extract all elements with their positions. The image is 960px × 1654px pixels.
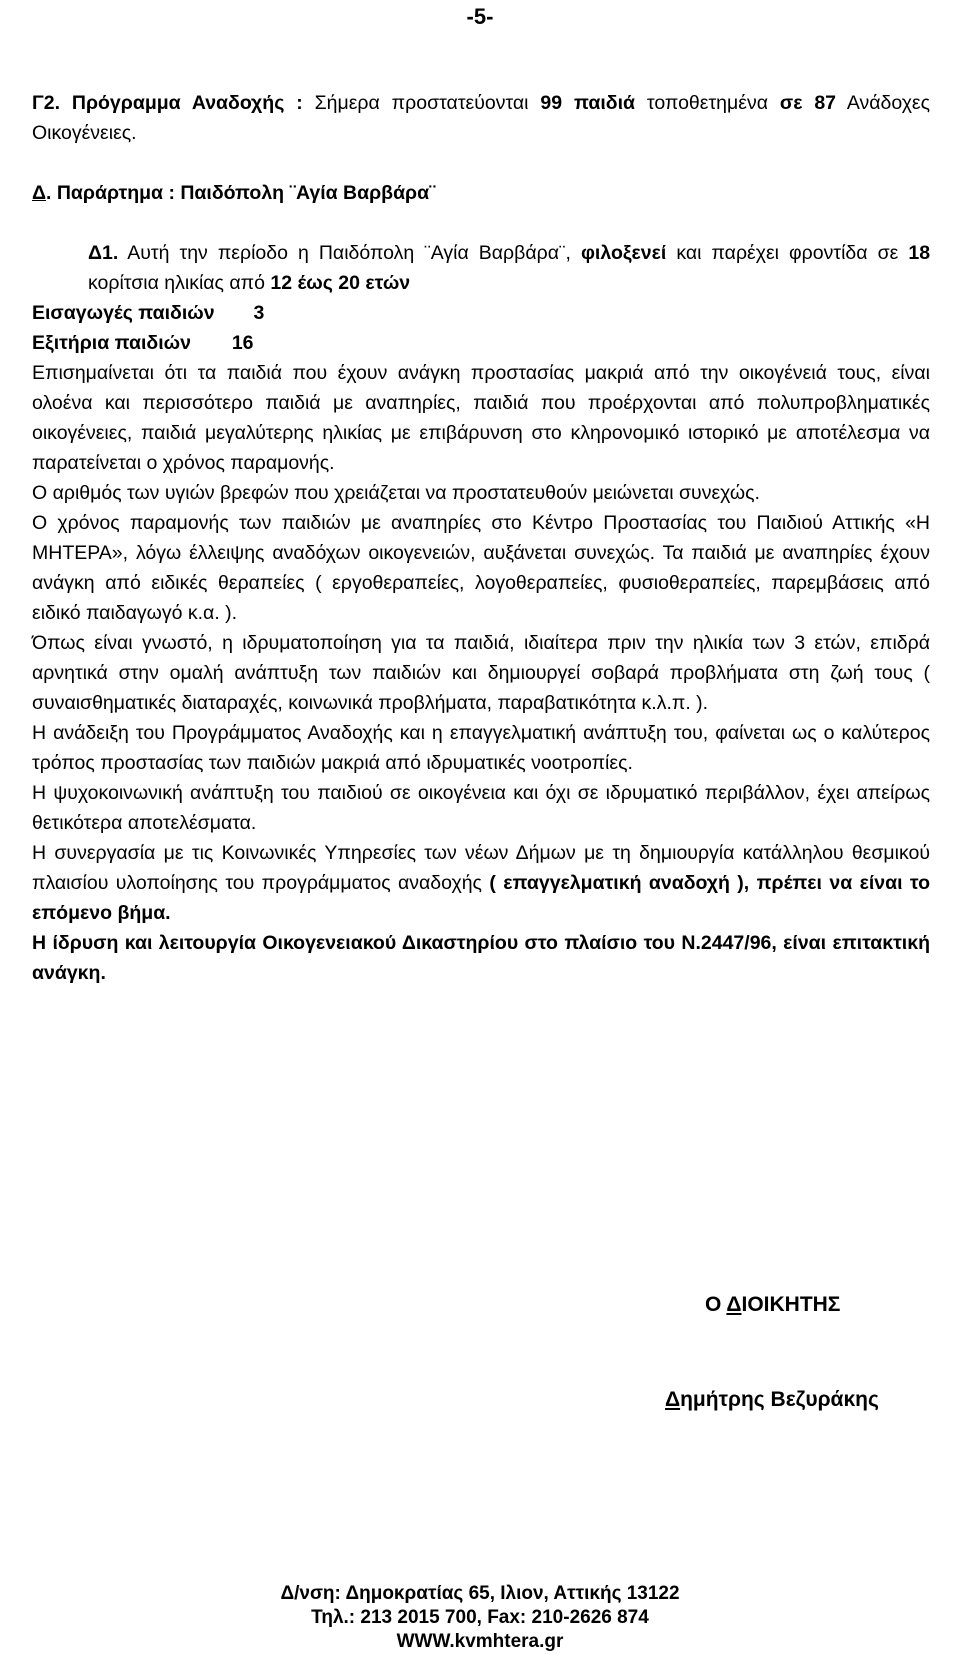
signature-name	[665, 1385, 879, 1415]
cooperation-emphasis: ( επαγγελματική αναδοχή ), πρέπει να είναι το επόμενο βήμα.	[32, 872, 930, 924]
d1-girls-count: 18	[908, 242, 931, 264]
footer-address: Δ/νση: Δημοκρατίας 65, Ιλιον, Αττικής 13122	[280, 1583, 680, 1604]
g2-label: Γ2. Πρόγραμμα Αναδοχής :	[32, 92, 303, 114]
cooperation-text: Η συνεργασία με τις Κοινωνικές Υπηρεσίες των νέων Δήμων με τη δημιουργία κατάλληλου θεσμικού πλαισίου υλοποίησης του προγράμματος αναδοχής	[32, 842, 930, 894]
d1-text: και παρέχει φροντίδα σε	[676, 242, 899, 264]
annex-heading	[32, 178, 930, 208]
page-number: -5-	[466, 4, 494, 29]
discharges-line	[32, 328, 930, 358]
d1-hosts: φιλοξενεί	[580, 242, 667, 264]
cooperation-paragraph	[32, 838, 930, 928]
g2-text: τοποθετημένα	[646, 92, 768, 114]
d1-text: Αυτή την περίοδο η Παιδόπολη ¨Αγία Βαρβάρα¨,	[127, 242, 571, 264]
footer-website: WWW.kvmhtera.gr	[396, 1631, 564, 1652]
court-paragraph: Η ίδρυση και λειτουργία Οικογενειακού Δικαστηρίου στο πλαίσιο του Ν.2447/96, είναι επιτακτική ανάγκη.	[32, 932, 930, 984]
admissions-label: Εισαγωγές παιδιών	[32, 302, 215, 324]
g2-children-count: 99 παιδιά	[540, 92, 636, 114]
signature-name-rest: ημήτρης Βεζυράκης	[680, 1388, 879, 1411]
discharges-label: Εξιτήρια παιδιών	[32, 332, 191, 354]
g2-families-count: σε 87	[779, 92, 837, 114]
g2-text: Σήμερα προστατεύονται	[314, 92, 529, 114]
footer	[0, 1582, 960, 1654]
d1-age-range: 12 έως 20 ετών	[270, 272, 411, 294]
annex-prefix: Δ	[32, 182, 47, 204]
d1-label: Δ1.	[88, 242, 119, 264]
paragraph: Ο χρόνος παραμονής των παιδιών με αναπηρίες στο Κέντρο Προστασίας του Παιδιού Αττικής «Η ΜΗΤΕΡΑ», λόγω έλλειψης αναδόχων οικογενειών, αυξάνεται συνεχώς. Τα παιδιά με αναπηρίες έχουν ανάγκη από ειδικές θεραπείες ( εργοθεραπείες, λογοθεραπείες, φυσιοθεραπείες, παρεμβάσεις από ειδικό παιδαγωγό κ.α. ).	[32, 512, 930, 624]
signature-title	[705, 1290, 840, 1320]
paragraph: Ο αριθμός των υγιών βρεφών που χρειάζεται να προστατευθούν μειώνεται συνεχώς.	[32, 482, 760, 504]
signature-title-initial: Δ	[726, 1293, 742, 1316]
discharges-value: 16	[231, 332, 254, 354]
g2-text: Ανάδοχες Οικογένειες.	[32, 92, 931, 144]
admissions-line	[32, 298, 930, 328]
section-d1	[32, 238, 930, 298]
paragraph: Η ανάδειξη του Προγράμματος Αναδοχής και η επαγγελματική ανάπτυξη του, φαίνεται ως ο καλύτερος τρόπος προστασίας των παιδιών μακριά από ιδρυματικές νοοτροπίες.	[32, 722, 930, 774]
document-body	[32, 88, 930, 988]
footer-phone: Τηλ.: 213 2015 700, Fax: 210-2626 874	[311, 1607, 649, 1628]
d1-text: κορίτσια ηλικίας από	[88, 272, 265, 294]
signature-title-prefix: Ο	[705, 1293, 727, 1316]
section-g2	[32, 88, 930, 148]
admissions-value: 3	[253, 302, 265, 324]
paragraph: Όπως είναι γνωστό, η ιδρυματοποίηση για τα παιδιά, ιδιαίτερα πριν την ηλικία των 3 ετών, επιδρά αρνητικά στην ομαλή ανάπτυξη των παιδιών και δημιουργεί σοβαρά προβλήματα στη ζωή τους ( συναισθηματικές διαταραχές, κοινωνικά προβλήματα, παραβατικότητα κ.λ.π. ).	[32, 632, 930, 714]
annex-title: . Παράρτημα : Παιδόπολη ¨Αγία Βαρβάρα¨	[46, 182, 436, 204]
paragraph: Επισημαίνεται ότι τα παιδιά που έχουν ανάγκη προστασίας μακριά από την οικογένειά τους, είναι ολοένα και περισσότερο παιδιά με αναπηρίες, παιδιά που προέρχονται από πολυπροβληματικές οικογένειες, παιδιά μεγαλύτερης ηλικίας με επιβάρυνση στο κληρονομικό ιστορικό με αποτέλεσμα να παρατείνεται ο χρόνος παραμονής.	[32, 362, 930, 474]
signature-title-rest: ΙΟΙΚΗΤΗΣ	[741, 1293, 841, 1316]
signature-name-initial: Δ	[665, 1388, 681, 1411]
paragraph: Η ψυχοκοινωνική ανάπτυξη του παιδιού σε οικογένεια και όχι σε ιδρυματικό περιβάλλον, έχει απείρως θετικότερα αποτελέσματα.	[32, 782, 930, 834]
